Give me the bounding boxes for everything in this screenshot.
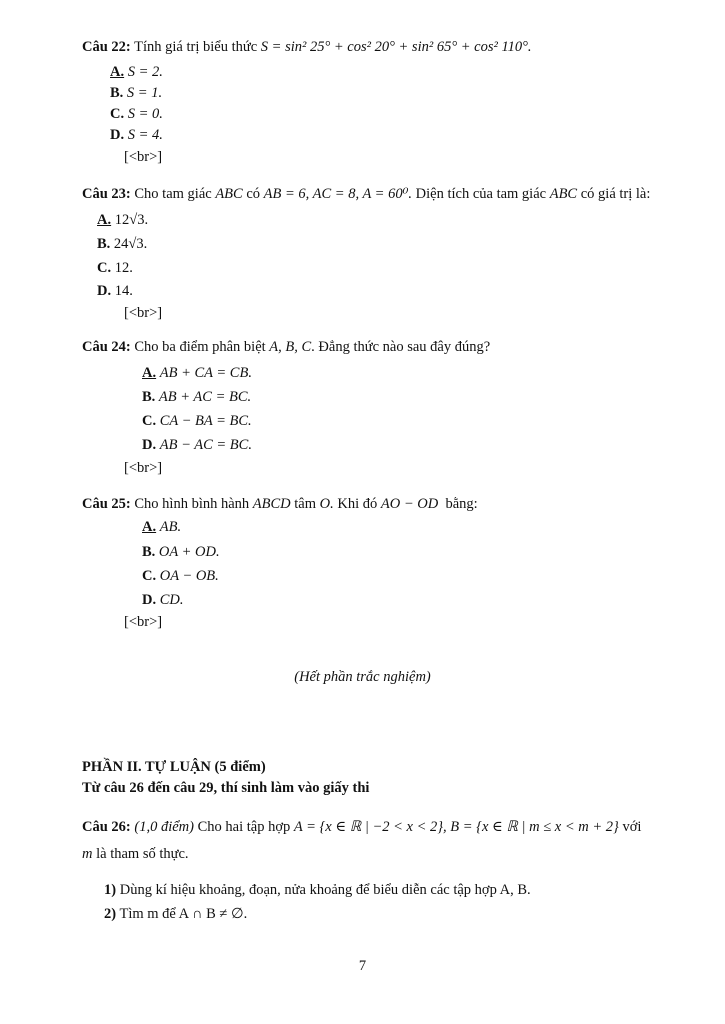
option-d [142,591,184,609]
question-label: Câu 23: [82,186,131,202]
option-d [97,282,133,300]
option-key: B. [142,544,156,560]
option-text: CA − BA = BC. [159,413,252,429]
option-key: B. [142,389,156,405]
math-expression: ABC [215,186,243,202]
option-text: 24√3. [113,236,148,252]
math-expression: ABCD [252,496,291,512]
option-text: AB + AC = BC. [158,389,252,405]
question-text: Tính giá trị biểu thức [134,39,258,55]
question-text: là tham số thực. [96,846,189,862]
math-expression: AB = 6, AC = 8, A = 60⁰. [263,186,413,202]
question-text: Cho ba điểm phân biệt [134,339,266,355]
question-text: tâm [294,496,317,512]
option-text: OA + OD. [158,544,220,560]
option-text: 12. [114,260,133,276]
option-key: A. [110,64,125,80]
question-label: Câu 22: [82,39,131,55]
question-text: Cho hình bình hành [134,496,250,512]
option-b [142,543,220,561]
question-26-stem-cont [82,845,189,863]
option-c [142,567,219,585]
option-b [110,84,162,102]
option-text: OA − OB. [159,568,219,584]
option-key: C. [97,260,112,276]
option-key: C. [142,413,157,429]
section-subtitle: Từ câu 26 đến câu 29, thí sinh làm vào giấy thi [82,780,370,796]
br-marker: [<br>] [124,305,163,321]
option-text: AB. [159,519,182,535]
option-text: AB − AC = BC. [159,437,252,453]
option-a [97,211,148,229]
subquestion-2 [104,905,247,923]
question-text: có [246,186,261,202]
subquestion-text: Dùng kí hiệu khoảng, đoạn, nửa khoảng để biểu diễn các tập hợp A, B. [119,882,531,898]
option-text: CD. [159,592,184,608]
question-label: Câu 26: [82,819,131,835]
subquestion-text: Tìm m để A ∩ B ≠ ∅. [119,906,248,922]
question-label: Câu 25: [82,496,131,512]
section-title: PHẦN II. TỰ LUẬN (5 điểm) [82,759,266,775]
question-label: Câu 24: [82,339,131,355]
option-key: B. [110,85,124,101]
option-key: A. [142,365,157,381]
option-key: D. [142,437,157,453]
option-key: A. [97,212,112,228]
option-key: A. [142,519,157,535]
math-expression: B = {x ∈ ℝ | m ≤ x < m + 2} [450,819,619,835]
option-a [110,63,163,81]
option-b [142,388,251,406]
math-expression: O. [319,496,334,512]
option-key: C. [142,568,157,584]
question-text: bằng: [445,496,478,512]
option-key: D. [110,127,125,143]
option-b [97,235,147,253]
question-23-stem [82,185,650,203]
option-key: D. [142,592,157,608]
math-expression: ABC [549,186,578,202]
option-d [110,126,163,144]
math-expression: S = sin² 25° + cos² 20° + sin² 65° + cos² 110°. [260,39,532,55]
question-25-stem [82,495,478,513]
question-text: có giá trị là: [580,186,651,202]
subquestion-1 [104,881,531,899]
math-expression: A, B, C [269,339,312,355]
math-expression: AO − OD [380,496,439,512]
option-c [97,259,133,277]
option-a [142,518,181,536]
question-text: Cho hai tập hợp [197,819,291,835]
option-text: S = 4. [127,127,163,143]
question-points: (1,0 điểm) [134,819,194,835]
math-expression: A = {x ∈ ℝ | −2 < x < 2}, [293,819,447,835]
end-of-multiple-choice-note: (Hết phần trắc nghiệm) [294,669,431,685]
option-c [110,105,163,123]
br-marker: [<br>] [124,460,163,476]
option-text: 14. [114,283,133,299]
option-text: S = 2. [127,64,163,80]
option-key: C. [110,106,125,122]
question-text: với [622,819,642,835]
option-text: S = 0. [127,106,163,122]
option-a [142,364,252,382]
br-marker: [<br>] [124,614,163,630]
question-text: Cho tam giác [134,186,212,202]
question-22-stem [82,38,532,56]
page-number: 7 [358,958,367,974]
question-text: . Đẳng thức nào sau đây đúng? [311,339,491,355]
option-text: 12√3. [114,212,149,228]
option-text: AB + CA = CB. [159,365,252,381]
math-expression: m [82,846,93,862]
option-c [142,412,252,430]
option-key: B. [97,236,111,252]
question-24-stem [82,338,490,356]
subquestion-number: 1) [104,882,117,898]
question-text: Khi đó [337,496,378,512]
question-26-stem [82,818,641,836]
question-text: Diện tích của tam giác [415,186,547,202]
option-d [142,436,252,454]
option-key: D. [97,283,112,299]
subquestion-number: 2) [104,906,117,922]
option-text: S = 1. [126,85,163,101]
br-marker: [<br>] [124,149,163,165]
